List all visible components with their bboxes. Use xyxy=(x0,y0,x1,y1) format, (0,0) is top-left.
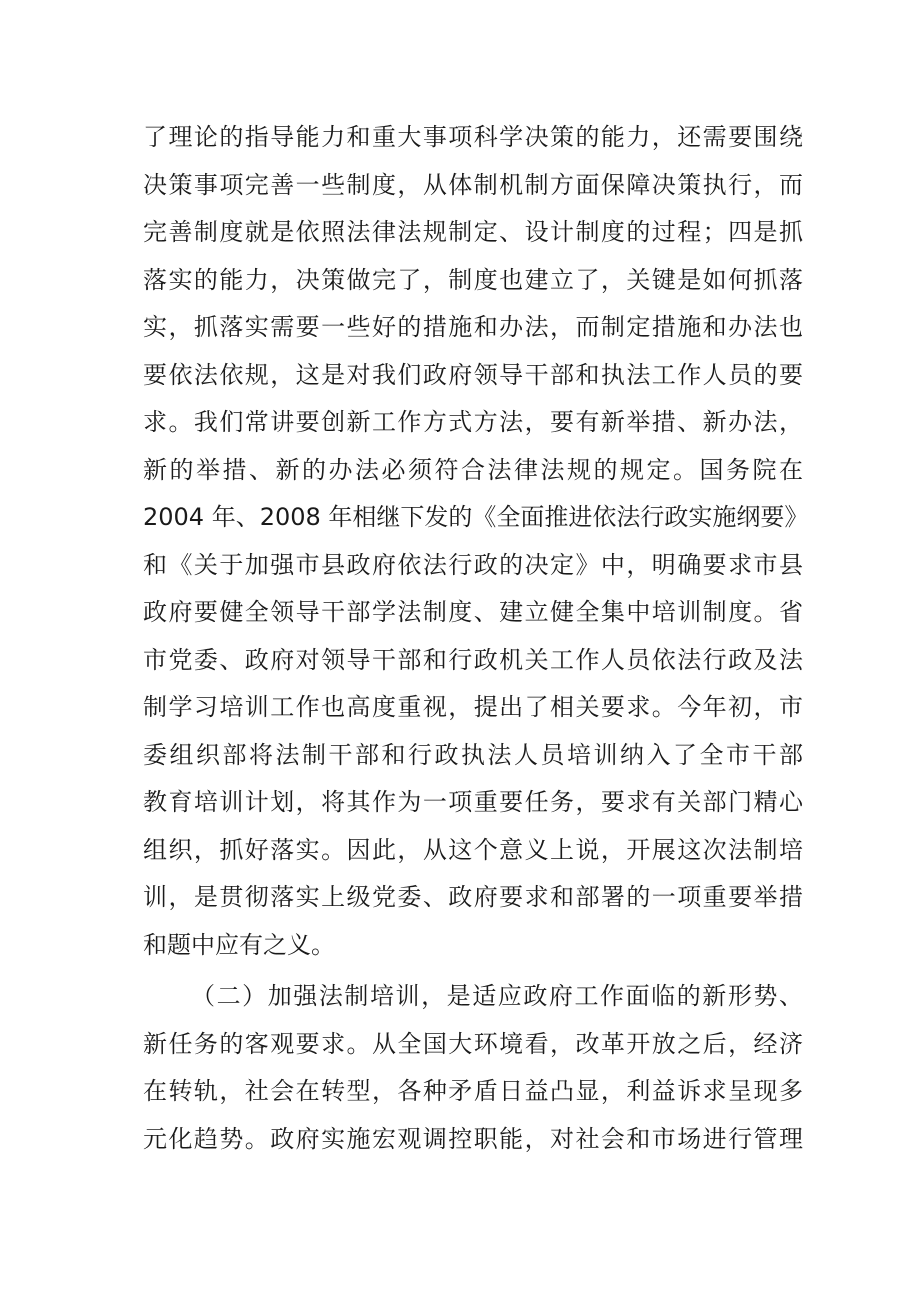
text-line: 委组织部将法制干部和行政执法人员培训纳入了全市干部 xyxy=(143,740,803,769)
text-line: 要依法依规，这是对我们政府领导干部和执法工作人员的要 xyxy=(143,360,803,389)
paragraph-1 xyxy=(143,114,809,969)
text-line: 在转轨，社会在转型，各种矛盾日益凸显，利益诉求呈现多 xyxy=(143,1077,803,1105)
text-line: 元化趋势。政府实施宏观调控职能，对社会和市场进行管理 xyxy=(143,1124,803,1153)
text-line: 完善制度就是依照法律法规制定、设计制度的过程；四是抓 xyxy=(143,218,803,246)
text-line: （二）加强法制培训，是适应政府工作面临的新形势、 xyxy=(191,982,803,1010)
text-line: 了理论的指导能力和重大事项科学决策的能力，还需要围绕 xyxy=(143,123,803,151)
text-line: 政府要健全领导干部学法制度、建立健全集中培训制度。省 xyxy=(143,598,803,626)
text-line: 教育培训计划，将其作为一项重要任务，要求有关部门精心 xyxy=(143,788,803,816)
paragraph-2 xyxy=(143,973,803,1163)
text-line: 求。我们常讲要创新工作方式方法，要有新举措、新办法， xyxy=(143,408,803,436)
text-line: 新的举措、新的办法必须符合法律法规的规定。国务院在 xyxy=(143,455,803,484)
text-line: 组织，抓好落实。因此，从这个意义上说，开展这次法制培 xyxy=(143,835,803,864)
text-line: 市党委、政府对领导干部和行政机关工作人员依法行政及法 xyxy=(143,645,803,674)
text-line: 实，抓落实需要一些好的措施和办法，而制定措施和办法也 xyxy=(143,313,803,341)
text-line: 制学习培训工作也高度重视，提出了相关要求。今年初，市 xyxy=(143,693,803,721)
text-line: 训，是贯彻落实上级党委、政府要求和部署的一项重要举措 xyxy=(143,883,803,911)
text-line: 和《关于加强市县政府依法行政的决定》中，明确要求市县 xyxy=(143,550,803,579)
text-line: 和题中应有之义。 xyxy=(143,930,335,959)
text-line: 2004 年、2008 年相继下发的《全面推进依法行政实施纲要》 xyxy=(143,503,809,531)
text-line: 新任务的客观要求。从全国大环境看，改革开放之后，经济 xyxy=(143,1029,803,1058)
text-line: 决策事项完善一些制度，从体制机制方面保障决策执行，而 xyxy=(143,170,803,199)
document-body xyxy=(143,114,809,1163)
text-line: 落实的能力，决策做完了，制度也建立了，关键是如何抓落 xyxy=(143,265,803,294)
